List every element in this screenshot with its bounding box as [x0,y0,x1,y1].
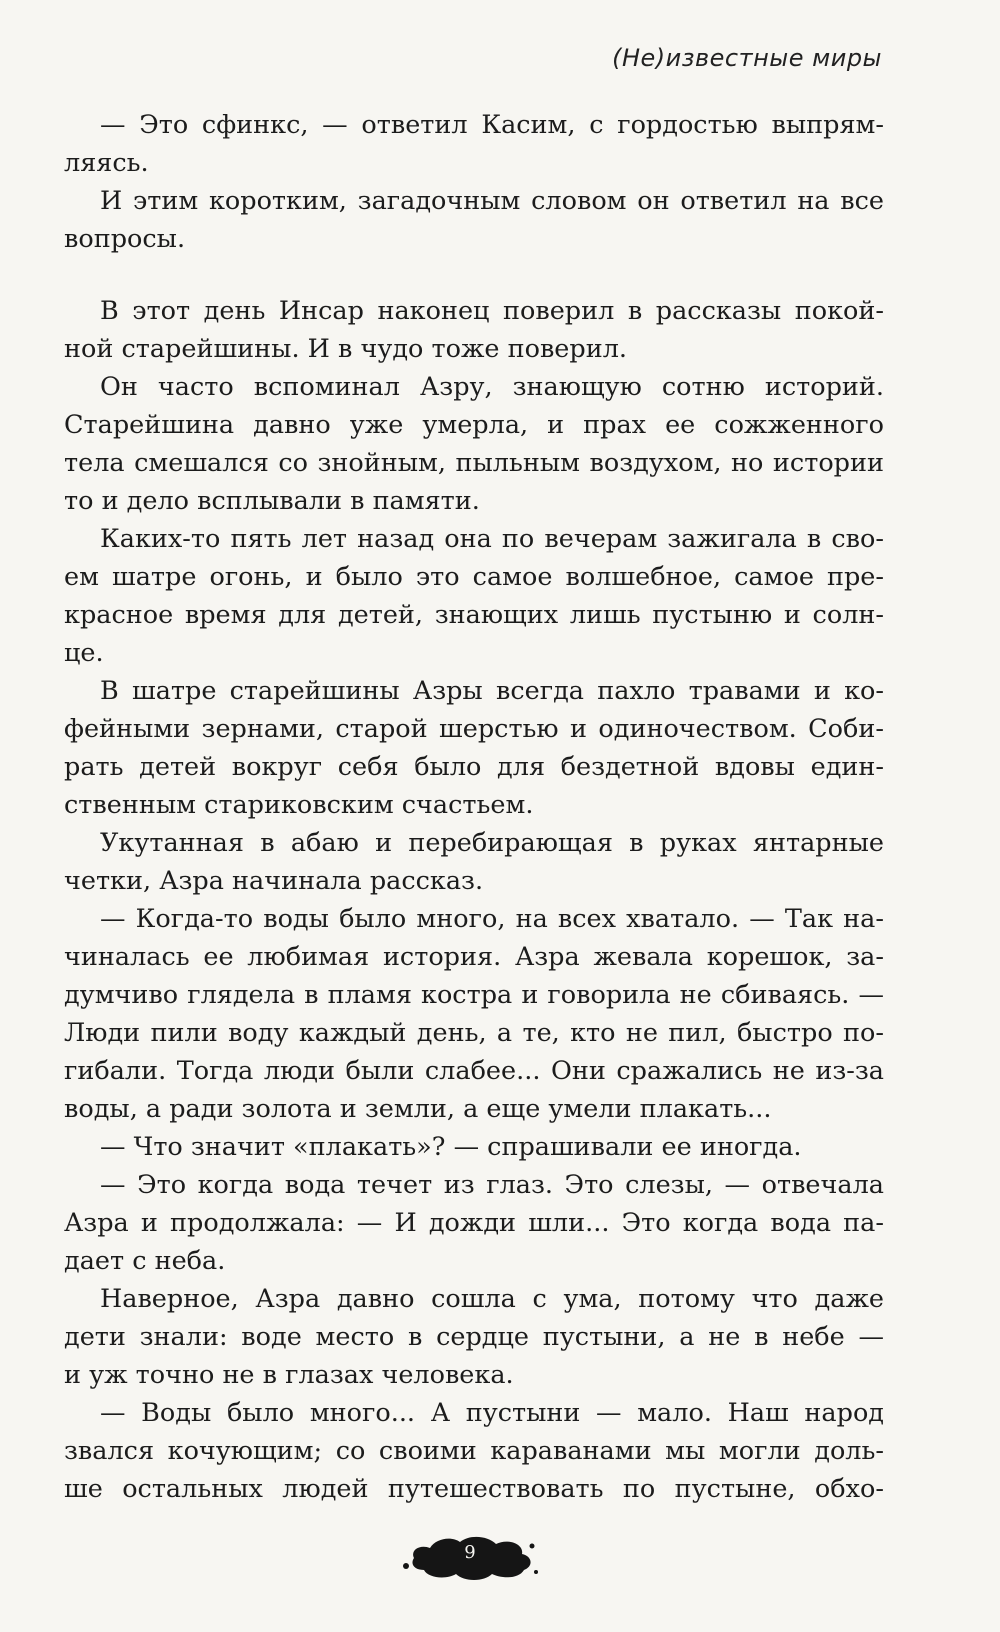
text-line: Наверное, Азра давно сошла с ума, потому что даже [100,1284,884,1314]
text-line: — Когда-то воды было много, на всех хватало. — Так на- [100,904,884,934]
text-line: В этот день Инсар наконец поверил в рассказы покой- [100,296,884,326]
text-line: — Воды было много... А пустыни — мало. Наш народ [100,1398,884,1428]
text-line: Он часто вспоминал Азру, знающую сотню историй. [100,372,884,402]
text-line: звался кочующим; со своими караванами мы могли доль- [64,1436,884,1466]
text-line: гибали. Тогда люди были слабее... Они сражались не из-за [64,1056,884,1086]
running-header: (Не)известные миры [612,44,882,72]
paragraph [64,672,884,824]
text-line: рать детей вокруг себя было для бездетной вдовы един- [64,752,884,782]
paragraph-gap [64,258,884,292]
text-line: — Это когда вода течет из глаз. Это слезы, — отвечала [100,1170,884,1200]
paragraph [64,1166,884,1280]
text-line: ляясь. [64,148,149,178]
text-line: Укутанная в абаю и перебирающая в руках янтарные [100,828,884,858]
text-line: ной старейшины. И в чудо тоже поверил. [64,334,628,364]
text-line: дает с неба. [64,1246,226,1276]
text-line: Каких-то пять лет назад она по вечерам зажигала в сво- [100,524,884,554]
text-line: дети знали: воде место в сердце пустыни, а не в небе — [64,1322,884,1352]
text-line: ше остальных людей путешествовать по пустыне, обхо- [64,1474,884,1504]
paragraph [64,292,884,368]
text-line: Люди пили воду каждый день, а те, кто не пил, быстро по- [64,1018,884,1048]
text-line: Азра и продолжала: — И дожди шли... Это когда вода па- [64,1208,884,1238]
text-line: — Что значит «плакать»? — спрашивали ее иногда. [100,1132,802,1162]
text-line: и уж точно не в глазах человека. [64,1360,514,1390]
paragraph [64,1280,884,1394]
page-number: 9 [464,1542,476,1563]
text-line: — Это сфинкс, — ответил Касим, с гордостью выпрям- [100,110,884,140]
text-line: ственным стариковским счастьем. [64,790,534,820]
paragraph [64,824,884,900]
text-line: тела смешался со знойным, пыльным воздухом, но истории [64,448,884,478]
text-line: воды, а ради золота и земли, а еще умели плакать... [64,1094,772,1124]
paragraph [64,368,884,520]
paragraph [64,106,884,182]
text-line: думчиво глядела в пламя костра и говорила не сбиваясь. — [64,980,884,1010]
paragraph [64,1128,884,1166]
text-line: красное время для детей, знающих лишь пустыню и солн- [64,600,884,630]
page-number-badge [400,1528,540,1584]
text-line: фейными зернами, старой шерстью и одиночеством. Соби- [64,714,884,744]
body-text [64,106,884,1508]
text-line: чиналась ее любимая история. Азра жевала корешок, за- [64,942,884,972]
text-line: то и дело всплывали в памяти. [64,486,480,516]
text-line: вопросы. [64,224,186,254]
text-line: ем шатре огонь, и было это самое волшебное, самое пре- [64,562,884,592]
text-line: В шатре старейшины Азры всегда пахло травами и ко- [100,676,884,706]
paragraph [64,1394,884,1508]
text-line: И этим коротким, загадочным словом он ответил на все [100,186,884,216]
text-line: четки, Азра начинала рассказ. [64,866,484,896]
paragraph [64,900,884,1128]
text-line: це. [64,638,104,668]
paragraph [64,520,884,672]
paragraph [64,182,884,258]
text-line: Старейшина давно уже умерла, и прах ее сожженного [64,410,884,440]
